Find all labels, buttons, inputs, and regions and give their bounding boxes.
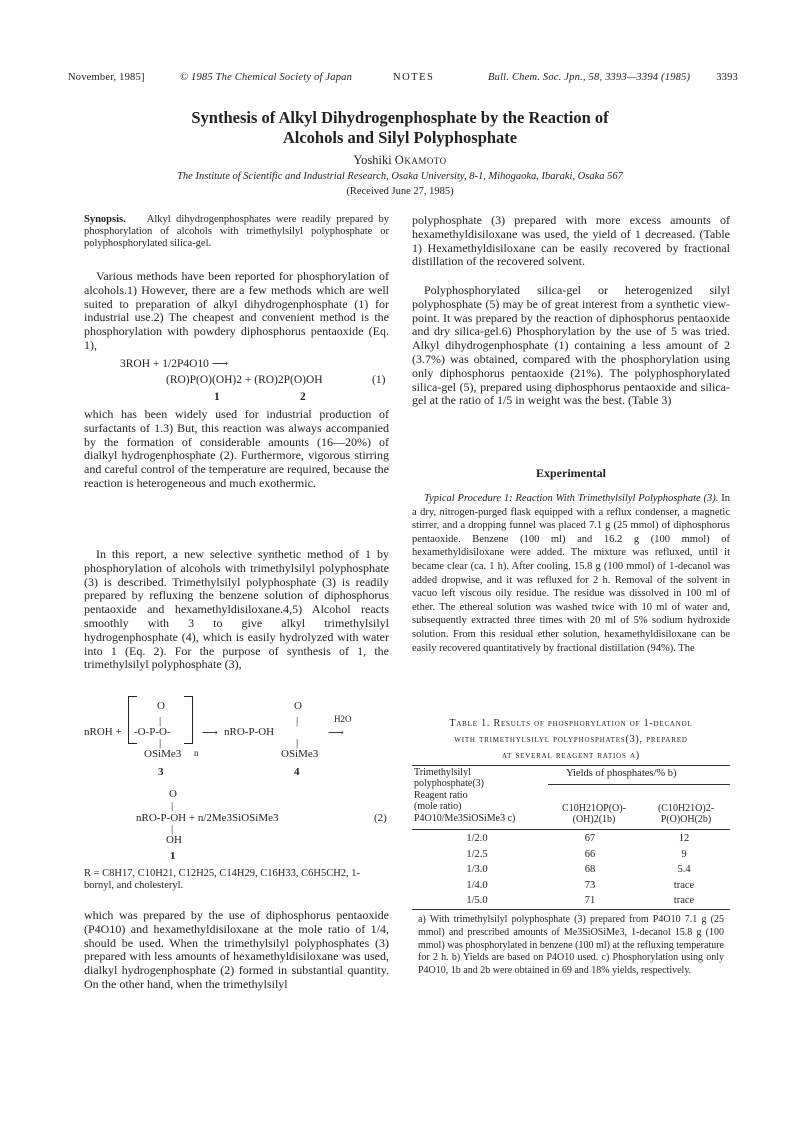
table-row [412, 849, 730, 865]
scheme-chain: -O-P-O- [134, 726, 171, 738]
table-header-left-5: P4O10/Me3SiOSiMe3 c) [414, 812, 516, 824]
scheme-bond-final-down: | [171, 823, 174, 835]
article-title [90, 108, 710, 148]
equation-2-number: (2) [374, 812, 387, 824]
table-header-left-1: Trimethylsilyl [414, 767, 471, 778]
scheme-hydroxyl: OH [166, 834, 182, 846]
table-cell-ratio: 1/2.5 [466, 848, 488, 860]
table-cell-1b: 68 [584, 864, 596, 875]
table-top-rule [412, 765, 730, 766]
left-paragraph-4: which was prepared by the use of diphosphorus pentaoxide (P4O10) and hexamethyldisiloxane at the mole ratio of 1/4, should be used. When the trimethylsilyl polyphosphates (3) prepared with less amounts of hexamethyldisiloxane was used, dialkyl hydrogenphosphate (2) formed in substantial quantity. On the other hand, when the trimethylsilyl [84, 908, 389, 991]
table-cell-1b: 66 [584, 848, 596, 860]
running-head-copyright: © 1985 The Chemical Society of Japan [180, 72, 353, 83]
table-caption [412, 716, 730, 764]
scheme-oxygen-top: O [157, 700, 165, 712]
table-cell-2b: trace [673, 879, 695, 891]
scheme-bond-down-2: | [296, 737, 299, 749]
table-cell-1b: 73 [584, 879, 596, 891]
scheme-oxygen-top-2: O [294, 700, 302, 712]
scheme-bracket-right [184, 696, 193, 744]
table-header-col1 [552, 803, 636, 826]
table-header-col1-line1: C10H21OP(O)- [562, 803, 626, 814]
reaction-scheme [84, 690, 394, 900]
left-paragraph-1: Various methods have been reported for phosphorylation of alcohols.1) However, there are a few methods which are well suited to preparation of alkyl dihydrogenphosphate (1) for industrial use.2) The cheapest and convenient method is the phosphorylation with powdery diphosphorus pentaoxide (Eq. 1), [84, 269, 389, 352]
title-line-1: Synthesis of Alkyl Dihydrogenphosphate by the Reaction of [191, 108, 609, 127]
equation-1-label-2: 2 [300, 391, 306, 403]
table-header-col2-line1: (C10H21O)2- [657, 803, 715, 814]
table-cell-ratio: 1/2.0 [466, 833, 488, 844]
table-caption-line-1: Table 1. Results of phosphorylation of 1-decanol [449, 718, 693, 729]
table-cell-1b: 67 [584, 833, 596, 844]
table-header-col1-line2: (OH)2(1b) [572, 814, 616, 826]
left-paragraph-3: In this report, a new selective synthetic method of 1 by phosphorylation of alcohols with trimethylsilyl polyphosphate (3) is described. Trimethylsilyl polyphosphate (3) is readily prepared by refluxing the benzene solution of diphosphorus pentaoxide and hexamethyldisiloxane.4,5) Alcohol reacts smoothly with 3 to give alkyl trimethylsilyl hydrogenphosphate (4), which is easily hydrolyzed with water into 1 (Eq. 2). For the purpose of synthesis of 1, the trimethylsilyl polyphosphate (3), [84, 547, 389, 672]
synopsis-text: Alkyl dihydrogenphosphates were readily prepared by phosphorylation of alcohols with trimethylsilyl polyphosphate or polyphosphorylated silica-gel. [84, 214, 389, 249]
scheme-osime3: OSiMe3 [144, 748, 182, 760]
right-paragraph-2: Polyphosphorylated silica-gel or heterogenized silyl polyphosphate (5) may be of great interest from a synthetic view-point. It was prepared by the reaction of diphosphorus pentaoxide and dry silica-gel.6) Phosphorylation by the use of 5 was tried. Alkyl dihydrogenphosphate (1) containing a less amount of 2 (3.7%) was obtained, compared with the phosphorylation using only diphosphorus pentaoxide (21%). The polyphosphorylated silica-gel (5), prepared using diphosphorus pentaoxide and silica-gel at the ratio of 1/5 in weight was the best. (Table 3) [412, 283, 730, 408]
running-head-journal: Bull. Chem. Soc. Jpn., 58, 3393—3394 (1985) [488, 72, 691, 83]
affiliation: The Institute of Scientific and Industrial Research, Osaka University, 8-1, Mihogaoka, Ibaraki, Osaka 567 [177, 171, 623, 182]
table-row [412, 864, 730, 880]
author-last-name: Okamoto [394, 153, 447, 167]
scheme-subscript-n: n [194, 748, 199, 758]
title-line-2: Alcohols and Silyl Polyphosphate [282, 128, 518, 147]
table-cell-1b: 71 [584, 895, 596, 906]
scheme-bond-up-2: | [296, 715, 299, 727]
scheme-bond-up: | [159, 715, 162, 727]
typical-procedure-text: In a dry, nitrogen-purged flask equipped with a reflux condenser, a magnetic stirrer, and a dropping funnel was placed 7.1 g (25 mmol) of diphosphorus pentaoxide. Benzene (100 ml) and 16.2 g (100 mmol) of hexamethyldisiloxane were added. The mixture was refluxed, until it became clear (ca. 1 h). After cooling, 15.8 g (100 mmol) of 1-decanol was added dropwise, and it was refluxed for 2 h. Removal of the solvent in vacuo left viscous oily residue. The residue was dissolved in 100 ml of ether. The ethereal solution was washed twice with 10 ml of water and, subsequently extracted three times with 20 ml of 5% sodium hydroxide solution. From this residual ether solution, hexamethyldisiloxane can be easily recovered quantitatively by fractional distillation (94%). The [412, 493, 730, 654]
synopsis [84, 214, 389, 250]
table-header-col2 [644, 803, 728, 826]
author [90, 153, 710, 168]
experimental-heading: Experimental [536, 466, 606, 480]
scheme-intermediate: nRO-P-OH [224, 726, 275, 738]
scheme-label-1: 1 [170, 850, 176, 862]
table-header-left [414, 767, 515, 824]
scheme-reactant: nROH + [84, 726, 122, 738]
table-cell-2b: 9 [681, 848, 687, 860]
table-cell-ratio: 1/4.0 [466, 879, 488, 891]
page-number: 3393 [716, 72, 738, 83]
table-cell-2b: 12 [678, 833, 690, 844]
equation-1-label-1: 1 [214, 391, 220, 403]
received-date: (Received June 27, 1985) [346, 186, 454, 197]
left-paragraph-2: which has been widely used for industrial production of surfactants of 1.3) But, this reaction was always accompanied by the formation of considerable amounts (16—20%) of dialkyl hydrogenphosphate (2). Furthermore, vigorous stirring and careful control of the temperature are required, because the reaction is heterogeneous and much exothermic. [84, 407, 389, 490]
table-cell-2b: trace [673, 895, 695, 906]
table-row [412, 895, 730, 911]
equation-1-line-2: (RO)P(O)(OH)2 + (RO)2P(O)OH [166, 374, 323, 386]
table-footnote: a) With trimethylsilyl polyphosphate (3) prepared from P4O10 7.1 g (25 mmol) and prescribed amounts of Me3SiOSiMe3, 1-decanol 15.8 g (100 mmol) was phosphorylated in benzene (100 ml) at the refluxing temperature for 2 h. b) Yields are based on P4O10 used. c) Phosphorylation using only P4O10, 1b and 2b were obtained in 69 and 18% yields, respectively. [418, 914, 724, 977]
table-header-left-2: polyphosphate(3) [414, 778, 484, 790]
typical-procedure [412, 492, 730, 655]
scheme-arrow-2: ⟶ [328, 727, 344, 739]
scheme-final-product: nRO-P-OH + n/2Me3SiOSiMe3 [136, 812, 279, 824]
author-first-name: Yoshiki [353, 153, 392, 167]
results-table [412, 833, 730, 911]
table-caption-line-3: at several reagent ratios a) [501, 750, 640, 761]
table-header-left-3: Reagent ratio [414, 789, 468, 801]
scheme-bond-final-up: | [171, 800, 174, 812]
equation-1-line-1: 3ROH + 1/2P4O10 ⟶ [120, 358, 229, 370]
table-yields-rule [548, 784, 730, 785]
scheme-arrow: ⟶ [202, 727, 218, 739]
scheme-label-3: 3 [158, 766, 164, 778]
synopsis-label: Synopsis. [84, 214, 126, 225]
table-header-yields: Yields of phosphates/% b) [566, 768, 677, 779]
equation-1-number: (1) [372, 374, 386, 386]
table-header-col2-line2: P(O)OH(2b) [660, 814, 712, 826]
scheme-bond-down: | [159, 737, 162, 749]
running-head-section: NOTES [393, 72, 435, 83]
table-caption-line-2: with trimethylsilyl polyphosphates(3), prepared [454, 734, 688, 745]
table-cell-ratio: 1/3.0 [466, 864, 488, 875]
scheme-oxygen-final: O [169, 788, 177, 800]
scheme-water-label: H2O [334, 714, 352, 724]
scheme-label-4: 4 [294, 766, 300, 778]
table-cell-ratio: 1/5.0 [466, 895, 488, 906]
scheme-osime3-2: OSiMe3 [281, 748, 319, 760]
table-row [412, 833, 730, 849]
table-header-left-4: (mole ratio) [414, 801, 462, 813]
running-head-date: November, 1985] [68, 72, 145, 83]
table-cell-2b: 5.4 [677, 864, 691, 875]
scheme-r-groups: R = C8H17, C10H21, C12H25, C14H29, C16H33, C6H5CH2, 1-bornyl, and cholesteryl. [84, 868, 361, 891]
right-paragraph-1: polyphosphate (3) prepared with more excess amounts of hexamethyldisiloxane was used, the yield of 1 decreased. (Table 1) Hexamethyldisiloxane can be easily recovered by fractional distillation of the recovered solvent. [412, 213, 730, 269]
table-header-rule [412, 829, 730, 830]
typical-procedure-label: Typical Procedure 1: Reaction With Trimethylsilyl Polyphosphate (3). [424, 493, 719, 504]
table-row [412, 880, 730, 896]
